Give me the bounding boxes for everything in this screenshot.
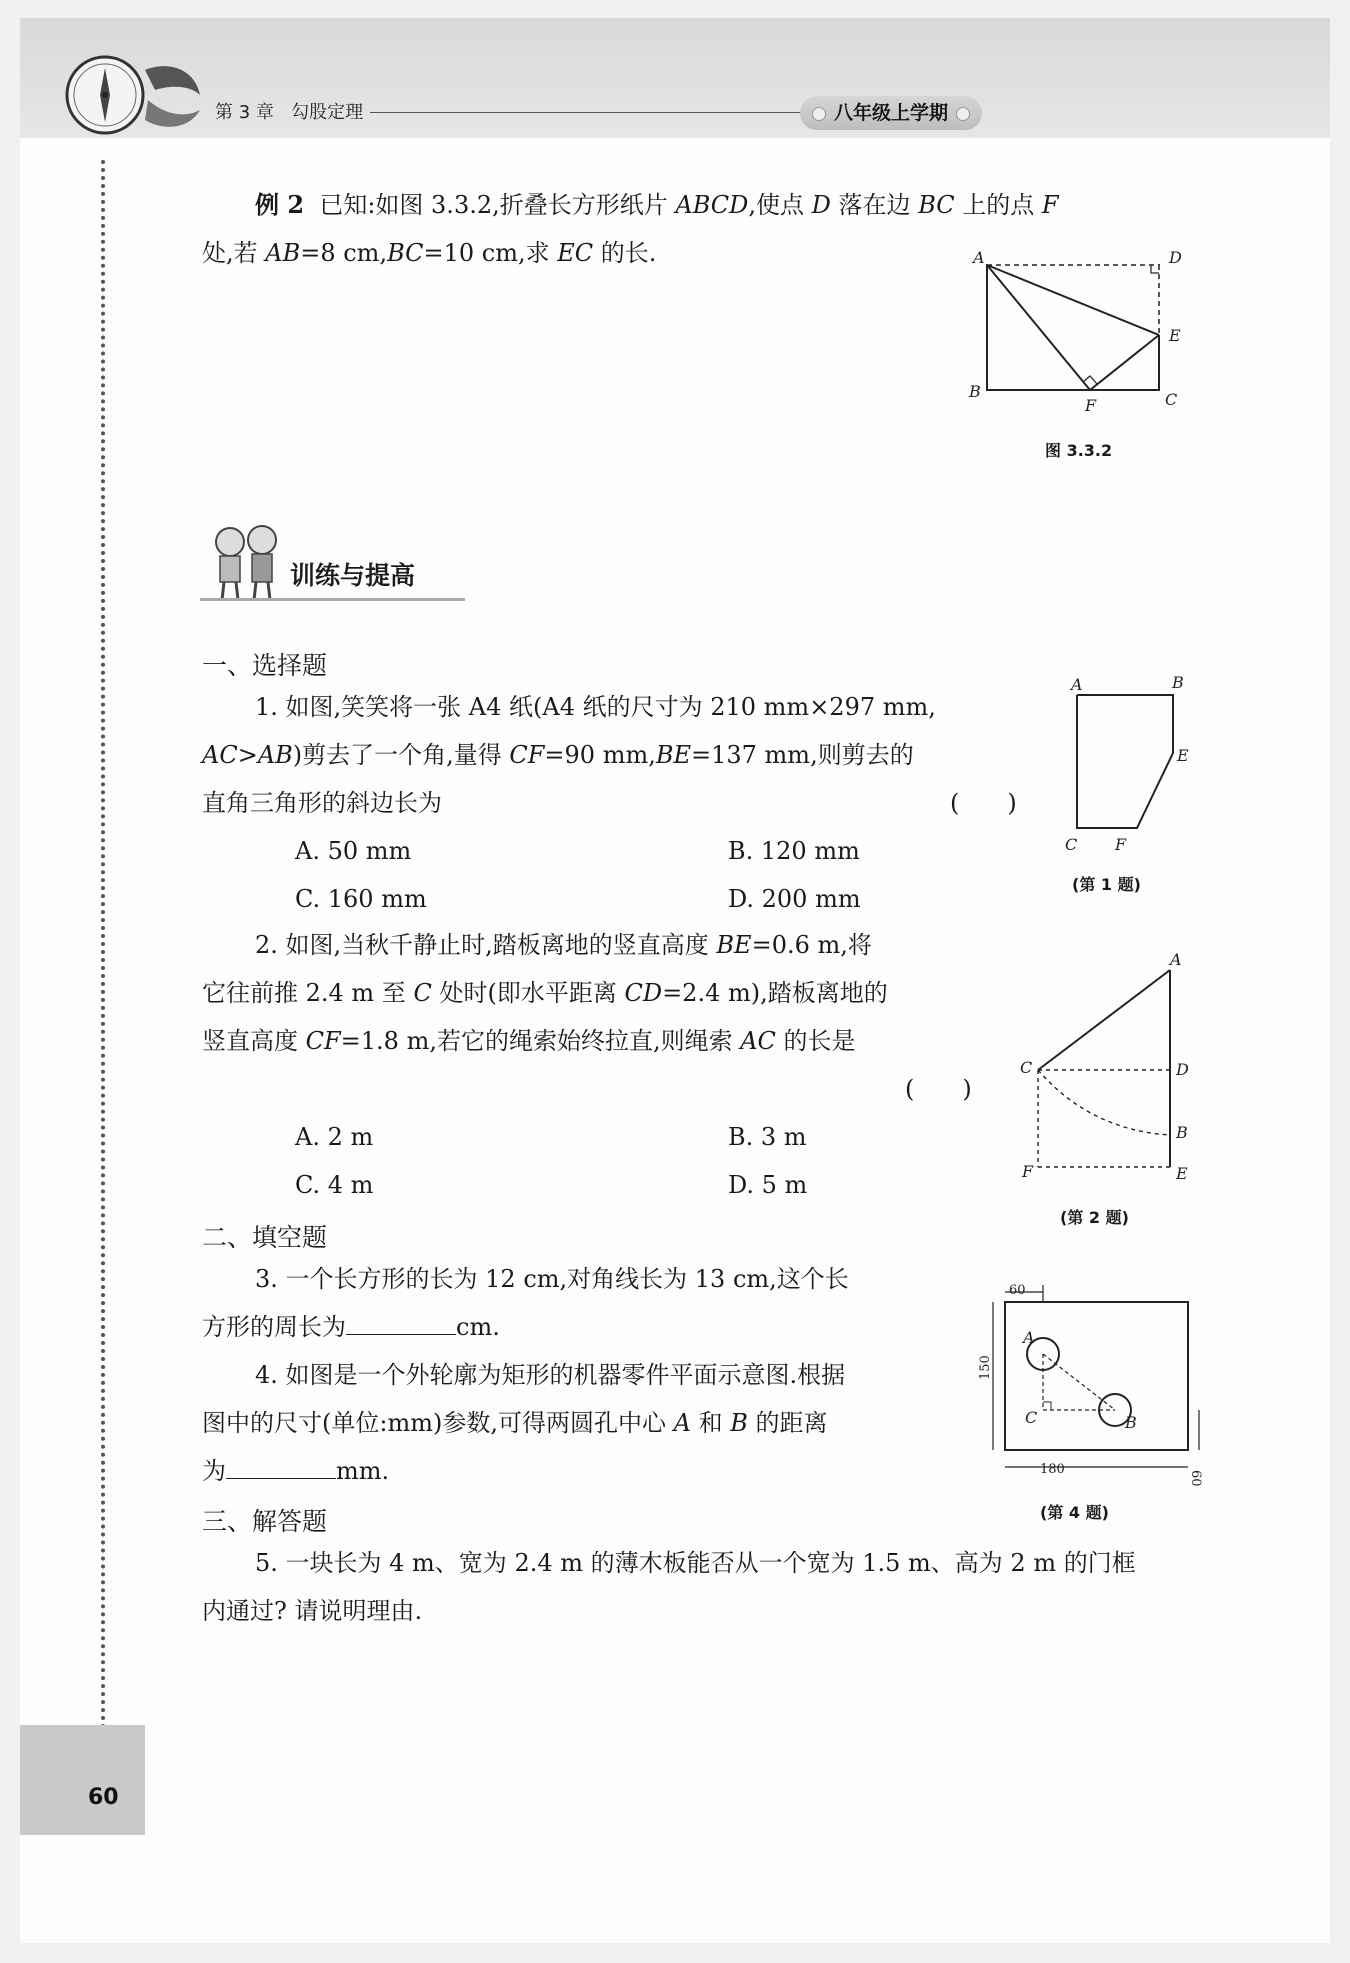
q2-line2: 它往前推 2.4 m 至 C 处时(即水平距离 CD=2.4 m),踏板离地的 <box>202 979 888 1007</box>
svg-text:A: A <box>1071 675 1083 694</box>
q1-option-b: B. 120 mm <box>728 837 860 865</box>
q2-option-c: C. 4 m <box>295 1171 374 1199</box>
q4-line3: 为 mm. <box>202 1457 390 1485</box>
chapter-title: 勾股定理 <box>291 102 364 123</box>
q1-line3: 直角三角形的斜边长为 <box>202 789 442 817</box>
banner-underline <box>200 598 465 601</box>
point-F-label: F <box>1085 396 1097 415</box>
q1-line2: AC>AB)剪去了一个角,量得 CF=90 mm,BE=137 mm,则剪去的 <box>202 741 914 769</box>
svg-text:C: C <box>1065 835 1078 854</box>
point-A-label: A <box>973 248 985 267</box>
chapter-number: 第 3 章 <box>215 102 274 123</box>
svg-text:B: B <box>1125 1413 1137 1432</box>
q3-line2: 方形的周长为 cm. <box>202 1313 500 1341</box>
q4-dim-bottom: 180 <box>1040 1462 1065 1477</box>
q1-option-c: C. 160 mm <box>295 885 427 913</box>
example-label: 例 2 <box>255 190 305 219</box>
section-choice-heading: 一、选择题 <box>202 651 328 680</box>
svg-text:C: C <box>1025 1408 1038 1427</box>
q1-line1: 1. 如图,笑笑将一张 A4 纸(A4 纸的尺寸为 210 mm×297 mm, <box>255 693 936 721</box>
page-number-tab <box>20 1725 145 1835</box>
chapter-heading <box>215 98 363 124</box>
header-rule <box>370 112 800 113</box>
svg-text:E: E <box>1176 1164 1188 1183</box>
q2-line1: 2. 如图,当秋千静止时,踏板离地的竖直高度 BE=0.6 m,将 <box>255 931 872 959</box>
q3-answer-blank <box>346 1312 456 1335</box>
q4-dim-left: 150 <box>978 1355 993 1380</box>
q2-line3: 竖直高度 CF=1.8 m,若它的绳索始终拉直,则绳索 AC 的长是 <box>202 1027 856 1055</box>
section-solve-heading: 三、解答题 <box>202 1507 328 1536</box>
svg-text:A: A <box>1170 950 1182 969</box>
q3-line1: 3. 一个长方形的长为 12 cm,对角线长为 13 cm,这个长 <box>255 1265 849 1293</box>
example2-line1: 例 2 已知:如图 3.3.2,折叠长方形纸片 ABCD,使点 D 落在边 BC 上的点 F <box>255 190 1059 219</box>
svg-text:C: C <box>1020 1058 1033 1077</box>
compass-clock-logo <box>60 40 210 150</box>
q5-line2: 内通过? 请说明理由. <box>202 1597 423 1625</box>
point-B-label: B <box>969 382 981 401</box>
figure-3-3-2-caption: 图 3.3.2 <box>1045 441 1113 460</box>
q2-option-d: D. 5 m <box>728 1171 808 1199</box>
q4-answer-blank <box>226 1456 336 1479</box>
q1-answer-paren: ( ) <box>950 789 1017 817</box>
training-banner-title: 训练与提高 <box>290 561 416 590</box>
q1-option-d: D. 200 mm <box>728 885 861 913</box>
svg-text:A: A <box>1023 1328 1035 1347</box>
figure-q1 <box>1055 668 1195 858</box>
svg-text:B: B <box>1172 673 1184 692</box>
svg-text:E: E <box>1177 746 1189 765</box>
point-C-label: C <box>1165 390 1178 409</box>
q2-answer-paren: ( ) <box>905 1075 972 1103</box>
q5-line1: 5. 一块长为 4 m、宽为 2.4 m 的薄木板能否从一个宽为 1.5 m、高为 2 m 的门框 <box>255 1549 1136 1577</box>
example2-line2: 处,若 AB=8 cm,BC=10 cm,求 EC 的长. <box>202 239 657 267</box>
svg-text:B: B <box>1176 1123 1188 1142</box>
svg-text:F: F <box>1115 835 1127 854</box>
q4-dim-top: 60 <box>1009 1283 1026 1298</box>
q2-option-b: B. 3 m <box>728 1123 807 1151</box>
svg-text:F: F <box>1022 1162 1034 1181</box>
q4-line2: 图中的尺寸(单位:mm)参数,可得两圆孔中心 A 和 B 的距离 <box>202 1409 828 1437</box>
figure-q4 <box>978 1280 1203 1487</box>
point-E-label: E <box>1169 326 1181 345</box>
q4-figure-caption: (第 4 题) <box>1040 1503 1109 1522</box>
point-D-label: D <box>1169 248 1182 267</box>
figure-q2 <box>1010 945 1200 1185</box>
section-fill-heading: 二、填空题 <box>202 1223 328 1252</box>
term-badge: 八年级上学期 <box>800 96 982 130</box>
q4-line1: 4. 如图是一个外轮廓为矩形的机器零件平面示意图.根据 <box>255 1361 846 1389</box>
dotted-margin <box>101 160 105 1730</box>
svg-text:D: D <box>1176 1060 1189 1079</box>
figure-3-3-2 <box>965 245 1195 425</box>
q1-figure-caption: (第 1 题) <box>1072 875 1141 894</box>
q1-option-a: A. 50 mm <box>295 837 412 865</box>
q2-option-a: A. 2 m <box>295 1123 374 1151</box>
page-number: 60 <box>88 1785 119 1810</box>
q2-figure-caption: (第 2 题) <box>1060 1208 1129 1227</box>
q4-dim-right: 60 <box>1188 1470 1203 1487</box>
